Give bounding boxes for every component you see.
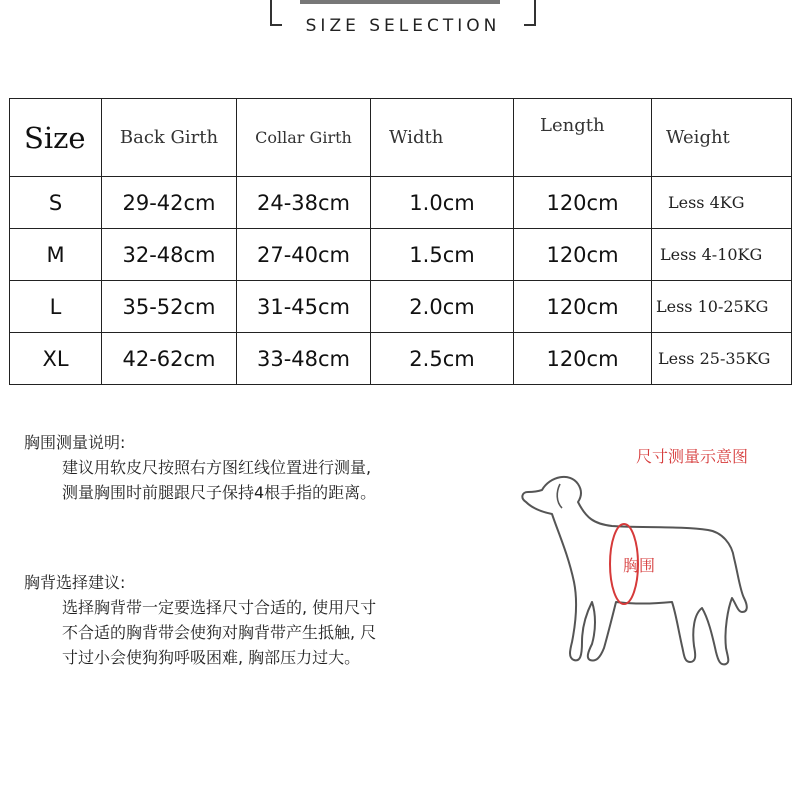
cell-back-girth: 35-52cm [102, 281, 237, 333]
cell-size: XL [10, 333, 102, 385]
cell-weight: Less 4KG [652, 177, 792, 229]
chest-label: 胸围 [623, 556, 656, 575]
column-header-length: Length [514, 99, 652, 177]
size-table [9, 98, 792, 385]
chest-measurement-line: 测量胸围时前腿跟尺子保持4根手指的距离。 [62, 483, 377, 502]
cell-back-girth: 42-62cm [102, 333, 237, 385]
column-header-back-girth: Back Girth [102, 99, 237, 177]
table-row [10, 333, 792, 385]
table-row [10, 177, 792, 229]
table-header-row [10, 99, 792, 177]
cell-width: 2.5cm [371, 333, 514, 385]
column-header-collar-girth: Collar Girth [237, 99, 371, 177]
harness-advice-line: 不合适的胸背带会使狗对胸背带产生抵触, 尺 [62, 623, 377, 642]
column-header-width: Width [371, 99, 514, 177]
cell-back-girth: 32-48cm [102, 229, 237, 281]
cell-weight: Less 4-10KG [652, 229, 792, 281]
cell-size: L [10, 281, 102, 333]
harness-advice [24, 570, 376, 670]
cell-size: S [10, 177, 102, 229]
column-header-size: Size [10, 99, 102, 177]
cell-collar-girth: 33-48cm [237, 333, 371, 385]
diagram-caption: 尺寸测量示意图 [636, 447, 749, 466]
page-title: SIZE SELECTION [282, 14, 524, 38]
cell-collar-girth: 27-40cm [237, 229, 371, 281]
harness-advice-line: 选择胸背带一定要选择尺寸合适的, 使用尺寸 [62, 598, 377, 617]
cell-collar-girth: 24-38cm [237, 177, 371, 229]
dog-ear [557, 484, 562, 508]
table-row [10, 229, 792, 281]
cell-weight: Less 10-25KG [652, 281, 792, 333]
table-row [10, 281, 792, 333]
chest-measurement-line: 建议用软皮尺按照右方图红线位置进行测量, [62, 458, 372, 477]
column-header-weight: Weight [652, 99, 792, 177]
chest-measurement-instructions [24, 430, 376, 505]
cell-weight: Less 25-35KG [652, 333, 792, 385]
cell-back-girth: 29-42cm [102, 177, 237, 229]
cell-length: 120cm [514, 229, 652, 281]
cell-length: 120cm [514, 333, 652, 385]
cell-width: 2.0cm [371, 281, 514, 333]
chest-measurement-title: 胸围测量说明: [24, 433, 126, 452]
cell-width: 1.5cm [371, 229, 514, 281]
cell-length: 120cm [514, 281, 652, 333]
cell-collar-girth: 31-45cm [237, 281, 371, 333]
cell-size: M [10, 229, 102, 281]
cell-length: 120cm [514, 177, 652, 229]
harness-advice-line: 寸过小会使狗狗呼吸困难, 胸部压力过大。 [62, 648, 361, 667]
cell-width: 1.0cm [371, 177, 514, 229]
harness-advice-title: 胸背选择建议: [24, 573, 126, 592]
header [0, 0, 800, 40]
